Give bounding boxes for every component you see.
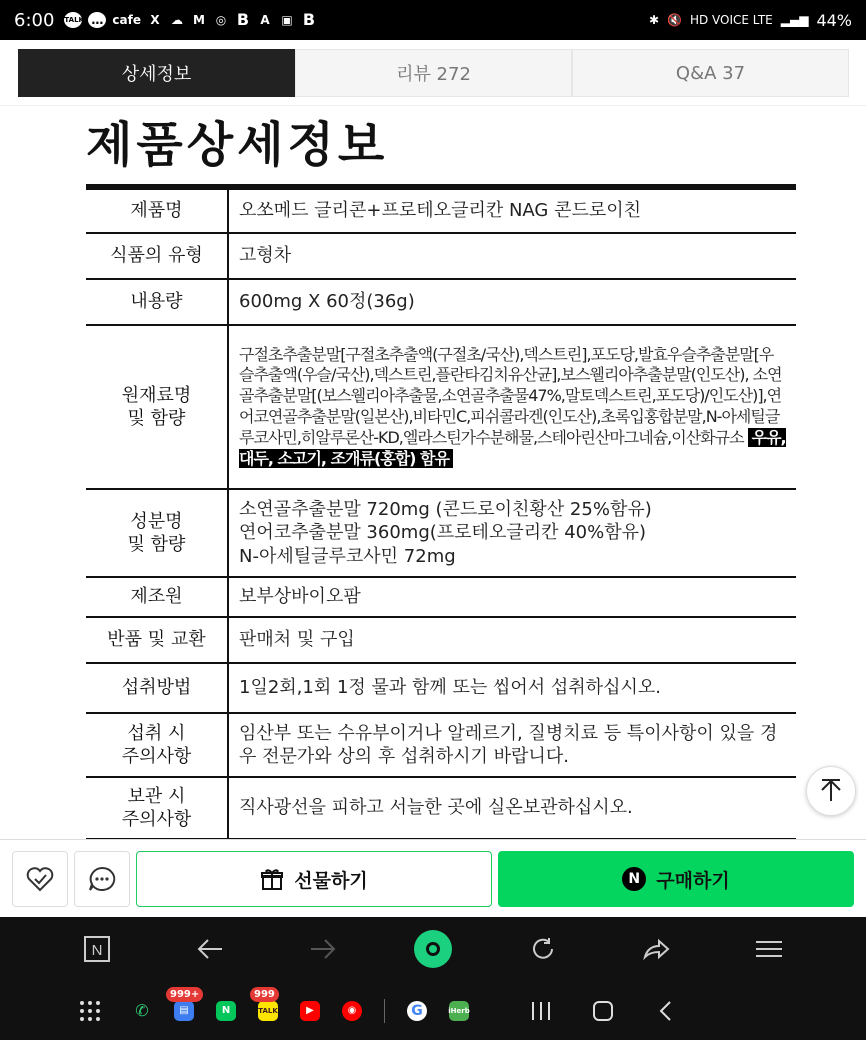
clock: 6:00 — [14, 9, 55, 31]
purchase-action-bar — [0, 839, 866, 917]
row-value — [228, 325, 796, 489]
buy-button[interactable] — [498, 851, 854, 907]
google-app-icon[interactable]: G — [407, 1001, 427, 1021]
recent-apps-button[interactable] — [521, 1001, 561, 1021]
row-key: 반품 및 교환 — [86, 617, 228, 663]
green-dot-icon — [423, 939, 443, 959]
chrome-notification-icon: ◎ — [215, 13, 227, 27]
recents-icon — [530, 1001, 552, 1021]
row-key: 보관 시 주의사항 — [86, 777, 228, 839]
system-icons — [649, 11, 852, 30]
app-drawer-button[interactable] — [70, 1000, 110, 1022]
green-dot-button[interactable] — [414, 930, 452, 968]
tab-reviews[interactable]: 리뷰 272 — [295, 49, 572, 97]
notification-icons — [64, 12, 317, 28]
chat-notification-icon: … — [88, 12, 106, 28]
arrow-up-icon — [820, 779, 842, 803]
iherb-app-icon[interactable]: iHerb — [449, 1001, 469, 1021]
scroll-to-top-button[interactable] — [806, 766, 856, 816]
table-row — [86, 233, 796, 279]
kakaotalk-badge: 999 — [250, 987, 279, 1002]
arrow-right-icon — [309, 938, 337, 960]
system-back-button[interactable] — [645, 1000, 685, 1022]
menu-button[interactable] — [747, 927, 791, 971]
gift-icon — [260, 867, 284, 891]
row-value: 오쏘메드 글리콘+프로테오글리칸 NAG 콘드로이친 — [228, 187, 796, 233]
share-button[interactable] — [634, 927, 678, 971]
row-value: 보부상바이오팜 — [228, 577, 796, 617]
row-key: 원재료명 및 함량 — [86, 325, 228, 489]
gmail-notification-icon: M — [193, 13, 205, 27]
heart-check-icon — [25, 865, 55, 893]
blog-notification-icon-2: B — [302, 10, 316, 29]
buy-button-label: 구매하기 — [656, 869, 730, 892]
messages-app-icon[interactable]: ▤ 999+ — [174, 1001, 194, 1021]
forward-button[interactable] — [301, 927, 345, 971]
signal-icon: ▂▄▆ — [780, 13, 809, 27]
bluetooth-icon: ✱ — [648, 13, 660, 27]
kakaotalk-app-icon[interactable]: TALK 999 — [258, 1001, 278, 1021]
mute-icon: 🔇 — [667, 13, 682, 27]
row-key: 성분명 및 함량 — [86, 489, 228, 577]
tab-qna[interactable]: Q&A 37 — [572, 49, 849, 97]
row-key: 제조원 — [86, 577, 228, 617]
youtube-app-icon[interactable]: ▶ — [300, 1001, 320, 1021]
table-row — [86, 617, 796, 663]
page-title: 제품상세정보 — [86, 117, 389, 173]
table-row — [86, 713, 796, 777]
chat-inquiry-button[interactable] — [74, 851, 130, 907]
android-nav-bar — [0, 981, 866, 1040]
ingredients-text: 구절초추출분말[구절초추출액(구절초/국산),덱스트린],포도당,발효우슬추출분말[우슬추출액(우슬/국산),덱스트린,플란타김치유산균],보스웰리아추출분말(인도산), 소연골추출분말[(보스웰리아추출물,소연골추출물47%,말토덱스트린,포도당)/인도산)],연어코연골추출분말(일본산),비타민C,피쉬콜라겐(인도산),초록입홍합분말,N-아세틸글루코사민,히알루론산-KD,엘라스틴가수분해물,스테아린산마그네슘,이산화규소 — [239, 344, 782, 447]
refresh-icon — [530, 936, 556, 962]
home-square-icon — [592, 1000, 614, 1022]
app-notification-icon: A — [260, 13, 270, 27]
share-arrow-icon — [642, 937, 670, 961]
messages-badge: 999+ — [166, 987, 203, 1002]
arrow-left-icon — [196, 938, 224, 960]
back-button[interactable] — [188, 927, 232, 971]
naver-pay-icon: N — [622, 867, 646, 891]
row-value: 판매처 및 구입 — [228, 617, 796, 663]
gallery-notification-icon: ▣ — [281, 13, 293, 27]
row-value: 소연골추출분말 720mg (콘드로이친황산 25%함유) 연어코추출분말 360mg(프로테오글리칸 40%함유) N-아세틸글루코사민 72mg — [228, 489, 796, 577]
cloud-notification-icon: ☁ — [171, 13, 183, 27]
allergen-highlight: 우유, 대두, 소고기, 조개류(홍합) 함유 — [239, 427, 786, 468]
table-row — [86, 279, 796, 325]
row-value: 직사광선을 피하고 서늘한 곳에 실온보관하십시오. — [228, 777, 796, 839]
row-key: 제품명 — [86, 187, 228, 233]
grid-dots-icon — [79, 1000, 101, 1022]
row-key: 섭취 시 주의사항 — [86, 713, 228, 777]
product-detail-content — [0, 106, 866, 839]
table-row — [86, 325, 796, 489]
table-row — [86, 663, 796, 713]
chat-bubble-icon — [87, 865, 117, 893]
product-info-table — [86, 184, 796, 839]
home-button[interactable] — [583, 1000, 623, 1022]
row-value: 임산부 또는 수유부이거나 알레르기, 질병치료 등 특이사항이 있을 경우 전문가와 상의 후 섭취하시기 바랍니다. — [228, 713, 796, 777]
naver-app-icon[interactable]: N — [216, 1001, 236, 1021]
row-value: 600mg X 60정(36g) — [228, 279, 796, 325]
youtube-music-app-icon[interactable]: ◉ — [342, 1001, 362, 1021]
table-row — [86, 187, 796, 233]
row-key: 식품의 유형 — [86, 233, 228, 279]
dock-separator — [384, 999, 385, 1023]
chevron-left-icon — [657, 1000, 673, 1022]
table-row — [86, 777, 796, 839]
phone-app-icon[interactable]: ✆ — [132, 1001, 152, 1021]
status-bar — [0, 0, 866, 40]
table-row — [86, 489, 796, 577]
wishlist-button[interactable] — [12, 851, 68, 907]
naver-n-icon — [83, 935, 111, 963]
browser-toolbar — [0, 917, 866, 981]
row-key: 섭취방법 — [86, 663, 228, 713]
row-value: 고형차 — [228, 233, 796, 279]
tab-bar — [18, 49, 849, 97]
tab-details[interactable]: 상세정보 — [18, 49, 295, 97]
kakaotalk-notification-icon: TALK — [64, 12, 82, 28]
table-row — [86, 577, 796, 617]
x-notification-icon: X — [150, 13, 160, 27]
row-key: 내용량 — [86, 279, 228, 325]
blog-notification-icon: B — [236, 10, 250, 29]
svg-text:N: N — [91, 942, 102, 959]
refresh-button[interactable] — [521, 927, 565, 971]
network-label: HD VOICE LTE — [689, 13, 773, 27]
naver-home-button[interactable] — [75, 927, 119, 971]
row-value: 1일2회,1회 1정 물과 함께 또는 씹어서 섭취하십시오. — [228, 663, 796, 713]
gift-button[interactable] — [136, 851, 492, 907]
hamburger-menu-icon — [755, 939, 783, 959]
gift-button-label: 선물하기 — [294, 869, 368, 892]
battery-level: 44% — [816, 10, 852, 30]
cafe-notification-icon: cafe — [112, 13, 141, 27]
